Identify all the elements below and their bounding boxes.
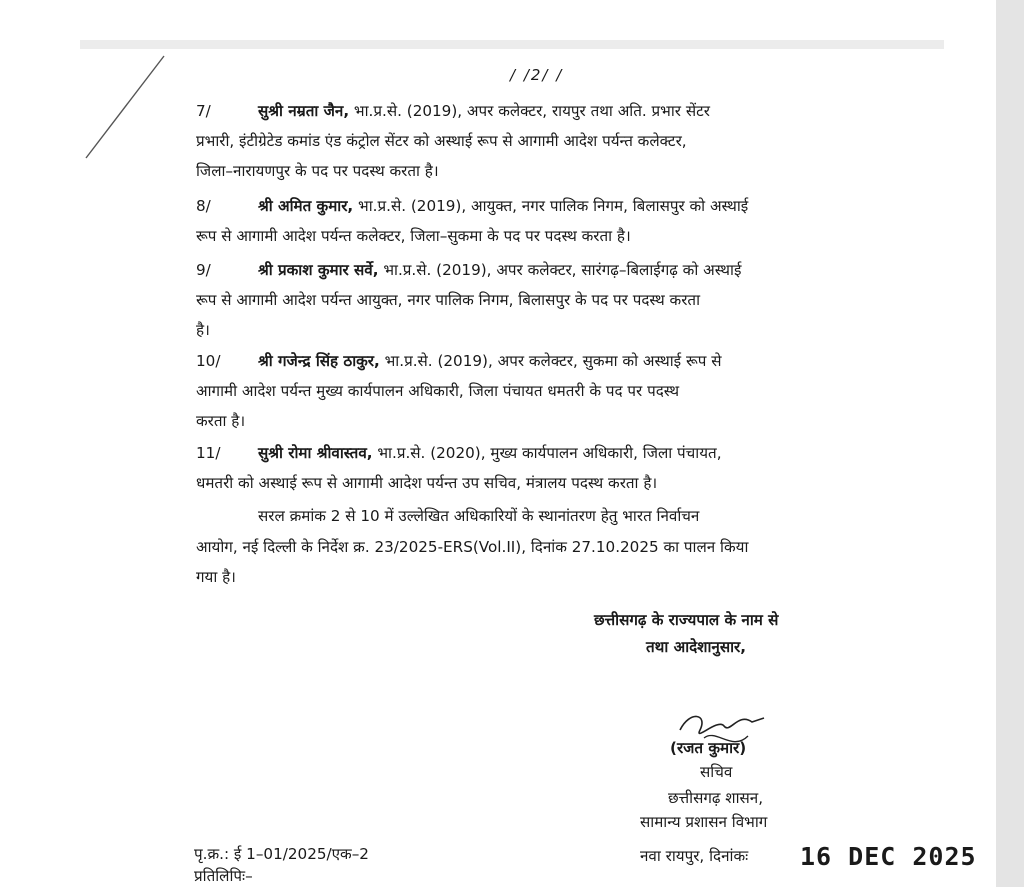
- top-rule: [80, 40, 944, 49]
- officer-name: सुश्री नम्रता जैन,: [258, 102, 350, 120]
- para-11-line-1: [196, 443, 722, 463]
- reference-number: पृ.क्र.: ई 1–01/2025/एक–2: [194, 845, 369, 863]
- para-9-line-2: रूप से आगामी आदेश पर्यन्त आयुक्त, नगर पालिक निगम, बिलासपुर के पद पर पदस्थ करता: [196, 291, 701, 309]
- para-9-line-1: [196, 260, 741, 280]
- signatory-name: (रजत कुमार): [670, 739, 747, 757]
- para-text: भा.प्र.से. (2019), अपर कलेक्टर, सारंगढ़–बिलाईगढ़ को अस्थाई: [378, 261, 742, 279]
- note-line-1: सरल क्रमांक 2 से 10 में उल्लेखित अधिकारियों के स्थानांतरण हेतु भारत निर्वाचन: [258, 507, 700, 525]
- signatory-designation: सचिव: [700, 763, 733, 781]
- officer-name: श्री प्रकाश कुमार सर्वे,: [258, 261, 379, 279]
- para-7-line-2: प्रभारी, इंटीग्रेटेड कमांड एंड कंट्रोल सेंटर को अस्थाई रूप से आगामी आदेश पर्यन्त कलेक्टर,: [196, 132, 687, 150]
- para-10-line-3: करता है।: [196, 412, 246, 430]
- para-number: 8/: [196, 197, 211, 215]
- copy-label: प्रतिलिपिः–: [194, 867, 253, 885]
- officer-name: श्री अमित कुमार,: [258, 197, 354, 215]
- para-7-line-1: [196, 101, 710, 121]
- viewer-edge: [996, 0, 1024, 887]
- page-number: / /2/ /: [510, 66, 564, 84]
- officer-name: श्री गजेन्द्र सिंह ठाकुर,: [258, 352, 380, 370]
- para-number: 9/: [196, 261, 211, 279]
- para-10-line-1: [196, 351, 722, 371]
- para-7-line-3: जिला–नारायणपुर के पद पर पदस्थ करता है।: [196, 162, 439, 180]
- signatory-government: छत्तीसगढ़ शासन,: [668, 789, 764, 807]
- para-text: भा.प्र.से. (2020), मुख्य कार्यपालन अधिकारी, जिला पंचायत,: [372, 444, 722, 462]
- signatory-department: सामान्य प्रशासन विभाग: [640, 813, 768, 831]
- para-10-line-2: आगामी आदेश पर्यन्त मुख्य कार्यपालन अधिकारी, जिला पंचायत धमतरी के पद पर पदस्थ: [196, 382, 680, 400]
- authority-line-2: तथा आदेशानुसार,: [646, 638, 747, 656]
- para-11-line-2: धमतरी को अस्थाई रूप से आगामी आदेश पर्यन्त उप सचिव, मंत्रालय पदस्थ करता है।: [196, 474, 658, 492]
- para-8-line-1: [196, 196, 748, 216]
- note-line-3: गया है।: [196, 568, 236, 586]
- note-line-2: आयोग, नई दिल्ली के निर्देश क्र. 23/2025-ERS(Vol.II), दिनांक 27.10.2025 का पालन किया: [196, 538, 749, 556]
- para-number: 7/: [196, 102, 211, 120]
- authority-line-1: छत्तीसगढ़ के राज्यपाल के नाम से: [594, 611, 779, 629]
- para-text: भा.प्र.से. (2019), अपर कलेक्टर, सुकमा को अस्थाई रूप से: [379, 352, 722, 370]
- para-8-line-2: रूप से आगामी आदेश पर्यन्त कलेक्टर, जिला–सुकमा के पद पर पदस्थ करता है।: [196, 227, 631, 245]
- para-number: 10/: [196, 352, 221, 370]
- para-number: 11/: [196, 444, 221, 462]
- place-date-label: नवा रायपुर, दिनांकः: [640, 847, 749, 865]
- para-text: भा.प्र.से. (2019), आयुक्त, नगर पालिक निगम, बिलासपुर को अस्थाई: [353, 197, 749, 215]
- para-text: भा.प्र.से. (2019), अपर कलेक्टर, रायपुर तथा अति. प्रभार सेंटर: [349, 102, 710, 120]
- officer-name: सुश्री रोमा श्रीवास्तव,: [258, 444, 373, 462]
- para-9-line-3: है।: [196, 321, 210, 339]
- date-stamp: 16 DEC 2025: [800, 842, 977, 871]
